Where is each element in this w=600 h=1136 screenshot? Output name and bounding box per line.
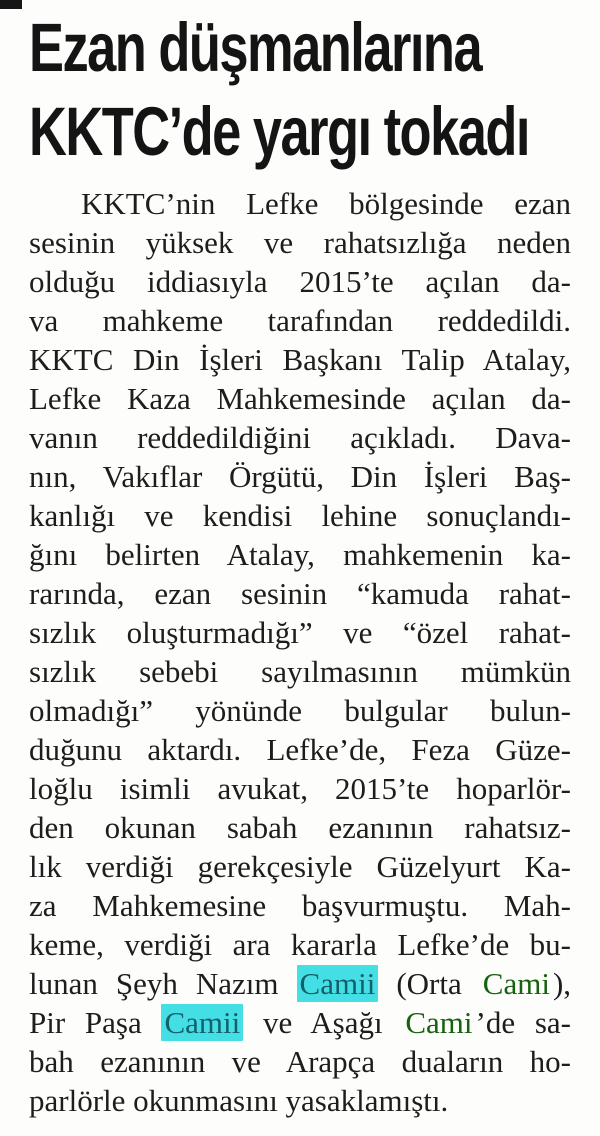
body-line (29, 262, 571, 301)
body-line (29, 379, 571, 418)
body-line (29, 1042, 571, 1081)
body-text: loğlu isimli avukat, 2015’te hoparlör- (29, 771, 571, 806)
body-text: duğunu aktardı. Lefke’de, Feza Güze- (29, 732, 571, 767)
body-text: sızlık sebebi sayılmasının mümkün (29, 654, 571, 689)
body-line (29, 925, 571, 964)
body-line (29, 730, 571, 769)
body-text: bah ezanının ve Arapça duaların ho- (29, 1044, 571, 1079)
body-text: sesinin yüksek ve rahatsızlığa neden (29, 225, 571, 260)
highlight-cyan-word: Camii (161, 1004, 243, 1041)
body-text: (Orta (378, 966, 480, 1001)
body-line (29, 691, 571, 730)
body-line (29, 184, 571, 223)
body-text: den okunan sabah ezanının rahatsız- (29, 810, 571, 845)
body-text: ğını belirten Atalay, mahkemenin ka- (29, 537, 571, 572)
headline-line-1: Ezan düşmanlarına (29, 9, 482, 86)
body-line (29, 808, 571, 847)
body-text: lık verdiği gerekçesiyle Güzelyurt Ka- (29, 849, 571, 884)
body-line (29, 574, 571, 613)
body-text: za Mahkemesine başvurmuştu. Mah- (29, 888, 571, 923)
body-line (29, 535, 571, 574)
body-text: nın, Vakıflar Örgütü, Din İşleri Baş- (29, 459, 571, 494)
body-text: sızlık oluşturmadığı” ve “özel rahat- (29, 615, 571, 650)
highlight-green-word: Cami (405, 1005, 473, 1040)
article-body (0, 174, 600, 1120)
body-text: keme, verdiği ara kararla Lefke’de bu- (29, 927, 571, 962)
body-text: lunan Şeyh Nazım (29, 966, 297, 1001)
body-line (29, 418, 571, 457)
body-line (29, 652, 571, 691)
body-line (29, 1003, 571, 1042)
body-text: Lefke Kaza Mahkemesinde açılan da- (29, 381, 571, 416)
body-line (29, 457, 571, 496)
body-line (29, 886, 571, 925)
body-line (29, 964, 571, 1003)
body-line (29, 340, 571, 379)
highlight-green-word: Cami (482, 966, 550, 1001)
body-line (29, 223, 571, 262)
body-text: ’de sa- (475, 1005, 571, 1040)
headline-line-2: KKTC’de yargı tokadı (29, 93, 529, 170)
body-line (29, 769, 571, 808)
body-text: KKTC’nin Lefke bölgesinde ezan (81, 186, 571, 221)
highlight-cyan-word: Camii (297, 965, 379, 1002)
body-line (29, 301, 571, 340)
body-text: olduğu iddiasıyla 2015’te açılan da- (29, 264, 571, 299)
body-text: ), (552, 966, 571, 1001)
body-line (29, 613, 571, 652)
body-text: rarında, ezan sesinin “kamuda rahat- (29, 576, 571, 611)
headline (0, 0, 600, 174)
body-line (29, 1081, 571, 1120)
body-text: olmadığı” yönünde bulgular bulun- (29, 693, 571, 728)
body-text: KKTC Din İşleri Başkanı Talip Atalay, (29, 342, 571, 377)
body-text: va mahkeme tarafından reddedildi. (29, 303, 571, 338)
body-text: kanlığı ve kendisi lehine sonuçlandı- (29, 498, 571, 533)
body-line (29, 496, 571, 535)
body-text: parlörle okunmasını yasaklamıştı. (29, 1083, 449, 1118)
scan-artifact (0, 0, 22, 9)
body-text: Pir Paşa (29, 1005, 162, 1040)
body-line (29, 847, 571, 886)
body-text: vanın reddedildiğini açıkladı. Dava- (29, 420, 571, 455)
body-text: ve Aşağı (243, 1005, 403, 1040)
